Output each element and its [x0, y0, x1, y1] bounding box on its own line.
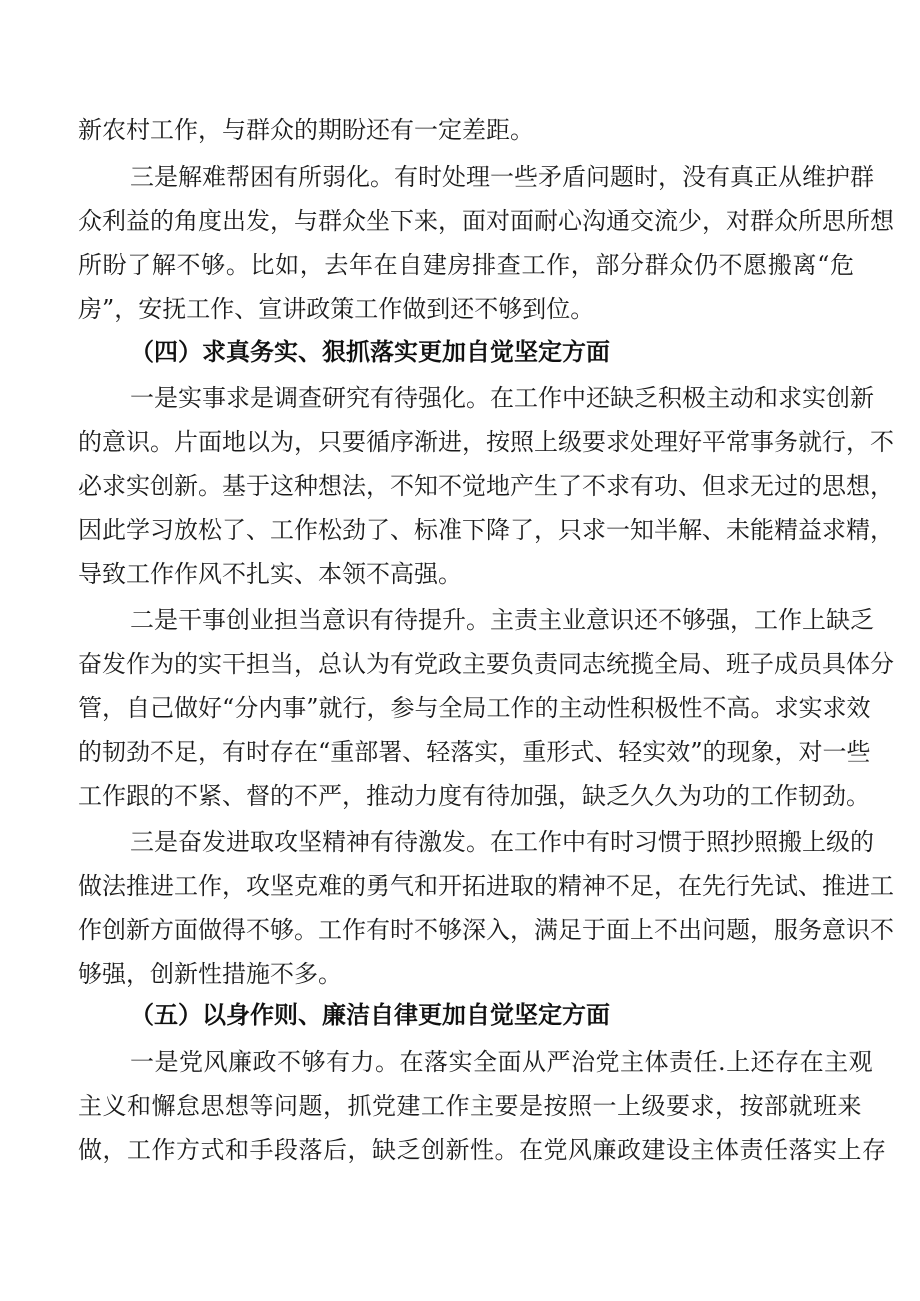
section-heading: （五）以身作则、廉洁自律更加自觉坚定方面 [130, 1001, 610, 1029]
paragraph-line: 做法推进工作，攻坚克难的勇气和开拓进取的精神不足，在先行先试、推进工 [78, 872, 894, 900]
paragraph-line: 众利益的角度出发，与群众坐下来，面对面耐心沟通交流少，对群众所思所想 [78, 207, 894, 235]
paragraph-line: 二是干事创业担当意识有待提升。主责主业意识还不够强，工作上缺乏 [130, 606, 874, 634]
paragraph-line: 房”，安抚工作、宣讲政策工作做到还不够到位。 [78, 295, 595, 323]
section-heading: （四）求真务实、狠抓落实更加自觉坚定方面 [130, 338, 610, 366]
paragraph-line: 所盼了解不够。比如，去年在自建房排查工作，部分群众仍不愿搬离“危 [78, 251, 854, 279]
paragraph-line: 一是实事求是调查研究有待强化。在工作中还缺乏积极主动和求实创新 [130, 384, 874, 412]
paragraph-line: 三是奋发进取攻坚精神有待激发。在工作中有时习惯于照抄照搬上级的 [130, 828, 874, 856]
paragraph-line: 奋发作为的实干担当，总认为有党政主要负责同志统揽全局、班子成员具体分 [78, 650, 894, 678]
paragraph-line: 管，自己做好“分内事”就行，参与全局工作的主动性积极性不高。求实求效 [78, 694, 871, 722]
paragraph-line: 导致工作作风不扎实、本领不高强。 [78, 560, 462, 588]
paragraph-line: 因此学习放松了、工作松劲了、标准下降了，只求一知半解、未能精益求精， [78, 516, 894, 544]
paragraph-line: 的韧劲不足，有时存在“重部署、轻落实，重形式、轻实效”的现象，对一些 [78, 738, 871, 766]
paragraph-line: 新农村工作，与群众的期盼还有一定差距。 [78, 116, 534, 144]
paragraph-line: 够强，创新性措施不多。 [78, 960, 342, 988]
paragraph-line: 作创新方面做得不够。工作有时不够深入，满足于面上不出问题，服务意识不 [78, 916, 894, 944]
paragraph-line: 三是解难帮困有所弱化。有时处理一些矛盾问题时，没有真正从维护群 [130, 163, 874, 191]
paragraph-line: 做，工作方式和手段落后，缺乏创新性。在党风廉政建设主体责任落实上存 [78, 1136, 887, 1164]
paragraph-line: 一是党风廉政不够有力。在落实全面从严治党主体责任.上还存在主观 [130, 1048, 874, 1076]
paragraph-line: 工作跟的不紧、督的不严，推动力度有待加强，缺乏久久为功的工作韧劲。 [78, 782, 870, 810]
paragraph-line: 必求实创新。基于这种想法，不知不觉地产生了不求有功、但求无过的思想， [78, 472, 894, 500]
paragraph-line: 主义和懈怠思想等问题，抓党建工作主要是按照一上级要求，按部就班来 [78, 1092, 862, 1120]
paragraph-line: 的意识。片面地以为，只要循序渐进，按照上级要求处理好平常事务就行，不 [78, 428, 894, 456]
